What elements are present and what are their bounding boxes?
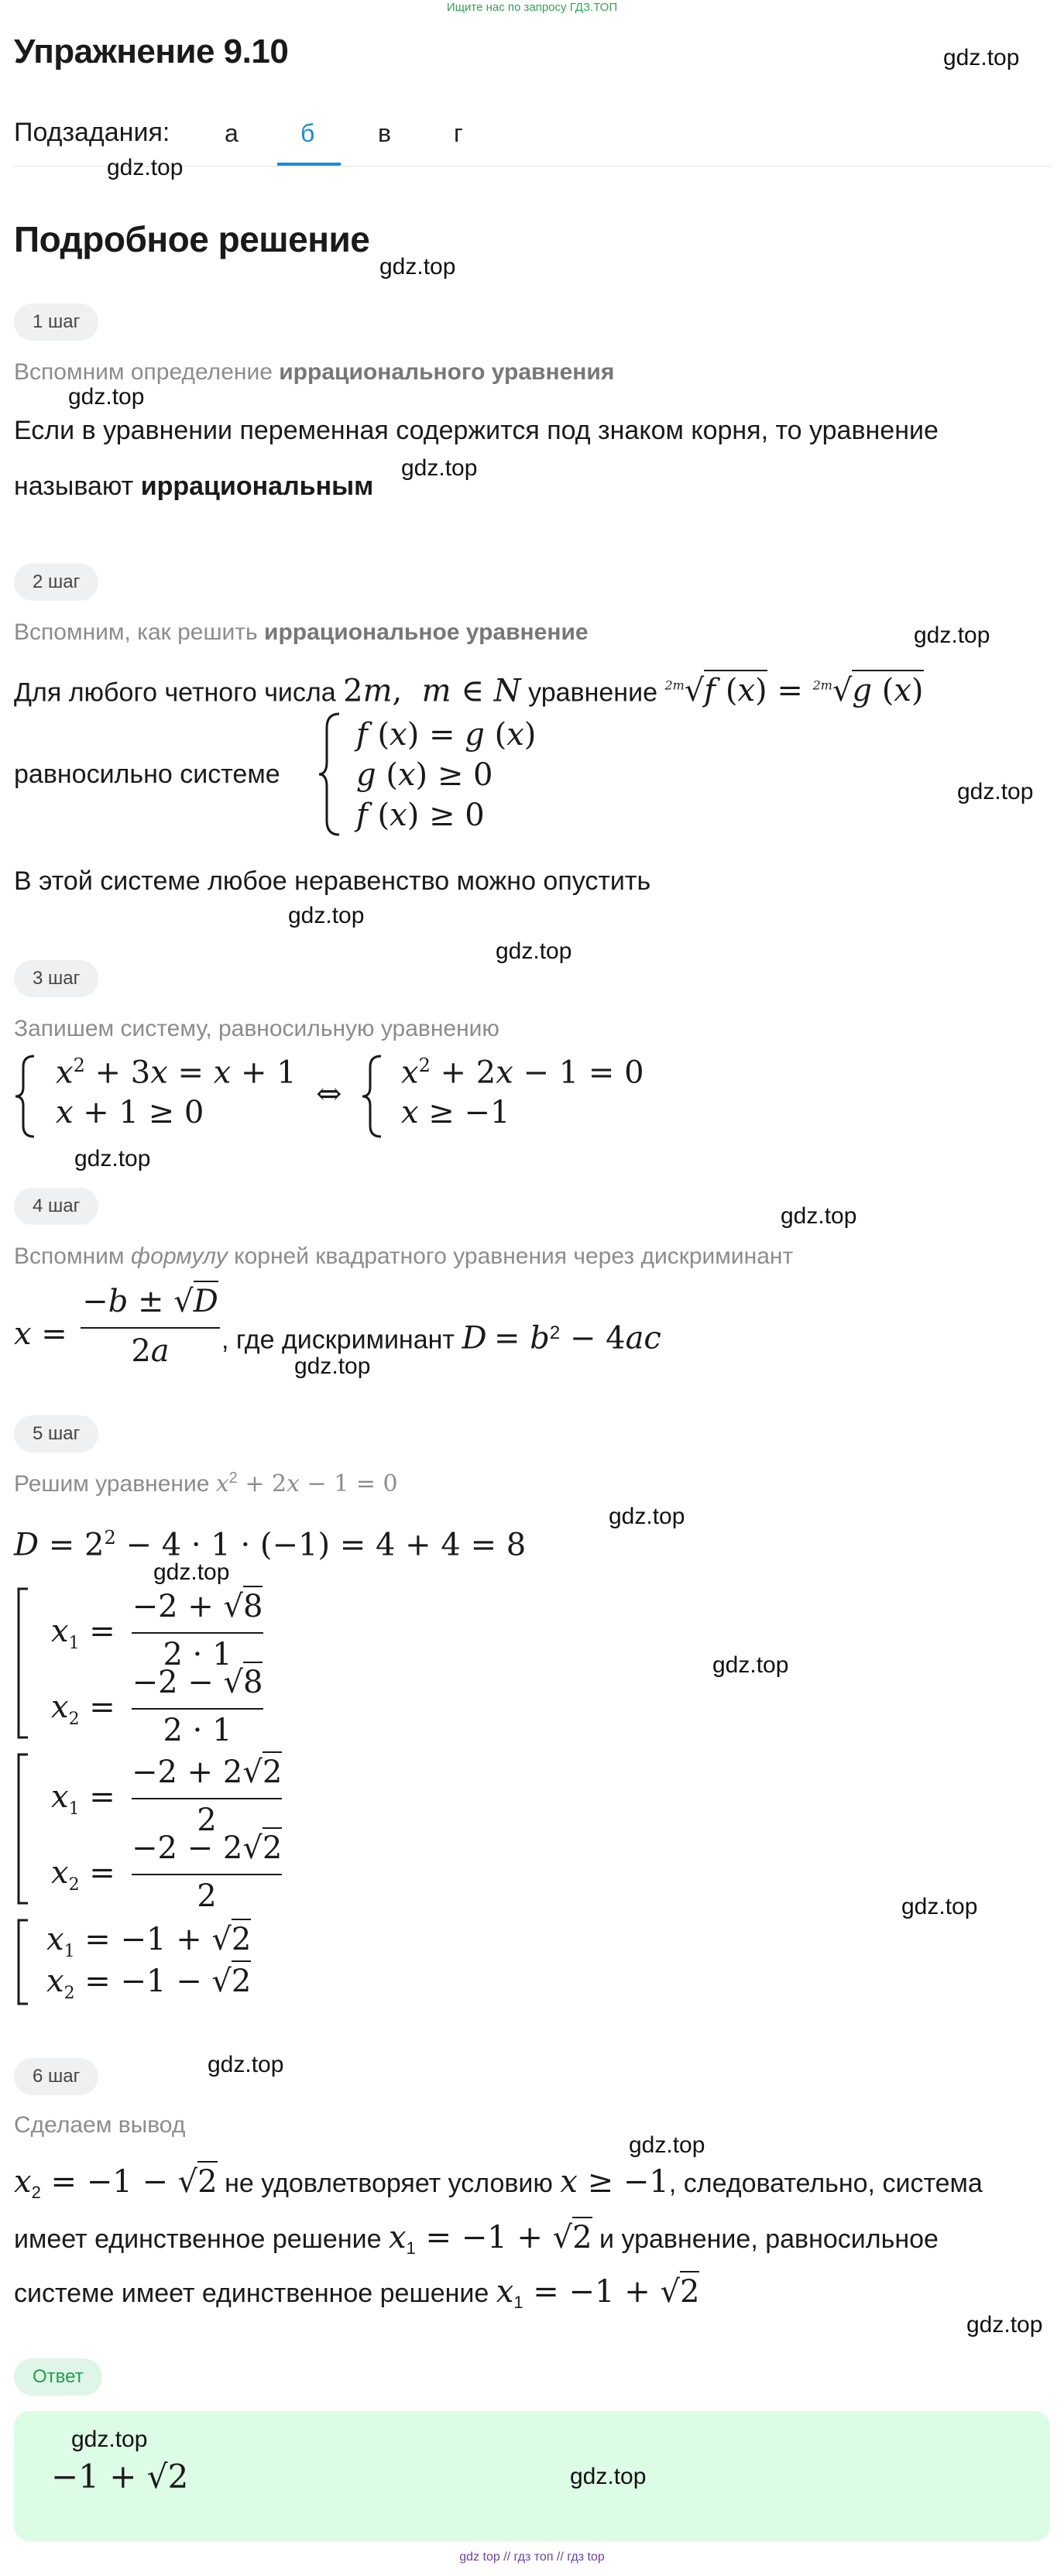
step-text: $x_2 = -1 - √2$ не удовлетворяет условию x ≥ −1, следовательно, система xyxy=(14,2166,983,2208)
page-title: Упражнение 9.10 xyxy=(14,33,289,70)
system-line: f (x) = g (x) xyxy=(356,717,537,753)
fraction-bar xyxy=(132,1874,282,1875)
fraction-bar xyxy=(132,1708,263,1710)
step-badge: 1 шаг xyxy=(14,304,98,341)
root-label: $x_2$ = xyxy=(51,1855,115,1895)
watermark: gdz.top xyxy=(208,2052,284,2077)
subtasks-label: Подзадания: xyxy=(14,118,170,147)
step-badge: 6 шаг xyxy=(14,2058,98,2095)
watermark: gdz.top xyxy=(288,903,365,928)
fraction-bar xyxy=(81,1327,220,1329)
system-line: x + 1 ≥ 0 xyxy=(56,1095,204,1130)
root-label: $x_1$ = xyxy=(51,1779,115,1819)
step-text: имеет единственное решение $x_1 = -1 + √2$ и уравнение, равносильное xyxy=(14,2222,939,2264)
root-numerator: −2 + 2√2 xyxy=(132,1754,282,1790)
root-denominator: 2 · 1 xyxy=(163,1713,232,1748)
system-line: f (x) ≥ 0 xyxy=(356,797,485,833)
system-line: $x^2 + 3x = x + 1$ xyxy=(56,1055,297,1091)
system-line: x ≥ −1 xyxy=(401,1095,510,1130)
root-denominator: 2 xyxy=(197,1878,217,1914)
tab-v[interactable]: в xyxy=(378,119,391,147)
formula-numerator: −b ± √D xyxy=(81,1284,220,1319)
watermark: gdz.top xyxy=(712,1652,789,1678)
step-badge: 2 шаг xyxy=(14,564,98,601)
step-hint: Сделаем вывод xyxy=(14,2112,186,2138)
step-badge: 3 шаг xyxy=(14,960,98,997)
tab-b[interactable]: б xyxy=(300,119,315,147)
root-label: $x_2$ = xyxy=(51,1689,115,1729)
root-denominator: 2 · 1 xyxy=(163,1637,232,1672)
system-brace xyxy=(12,1053,39,1140)
root-line: $x_2 = -1 - √2$ xyxy=(46,1964,251,2003)
watermark: gdz.top xyxy=(153,1559,230,1585)
watermark: gdz.top xyxy=(901,1894,978,1919)
watermark: gdz.top xyxy=(294,1353,371,1379)
step-badge: 4 шаг xyxy=(14,1188,98,1225)
watermark: gdz.top xyxy=(781,1203,857,1229)
system-line: g (x) ≥ 0 xyxy=(356,757,493,793)
step-hint: Вспомним определение иррационального уравнения xyxy=(14,359,615,385)
watermark: gdz.top xyxy=(496,938,572,964)
system-brace xyxy=(316,711,344,838)
step-text: В этой системе любое неравенство можно опустить xyxy=(14,866,651,896)
root-numerator: −2 − 2√2 xyxy=(132,1830,282,1866)
system-line: $x^2 + 2x - 1 = 0$ xyxy=(401,1055,644,1091)
fraction-bar xyxy=(132,1798,282,1799)
step-text: Если в уравнении переменная содержится под знаком корня, то уравнение xyxy=(14,416,939,445)
root-numerator: −2 + √8 xyxy=(132,1589,263,1624)
system-brace xyxy=(359,1053,386,1140)
discriminant-calc: $D = 2^2 - 4 \cdot 1 \cdot (-1) = 4 + 4 = 8$ xyxy=(14,1527,527,1563)
watermark: gdz.top xyxy=(71,2427,148,2452)
active-tab-underline xyxy=(277,163,341,166)
equivalence-arrow: ⇔ xyxy=(316,1076,342,1112)
root-line: $x_1 = -1 + √2$ xyxy=(46,1922,251,1961)
watermark: gdz.top xyxy=(943,45,1020,70)
root-denominator: 2 xyxy=(197,1803,217,1838)
step-text: называют иррациональным xyxy=(14,472,374,501)
step-text: равносильно системе xyxy=(14,760,280,789)
watermark: gdz.top xyxy=(957,779,1034,804)
watermark: gdz.top xyxy=(74,1146,151,1171)
watermark: gdz.top xyxy=(914,623,990,648)
watermark: gdz.top xyxy=(68,384,145,410)
solution-heading: Подробное решение xyxy=(14,219,370,259)
step-hint: Вспомним формулу корней квадратного уравнения через дискриминант xyxy=(14,1243,794,1269)
watermark: gdz.top xyxy=(107,155,184,180)
step-text: , где дискриминант $D = b^2 - 4ac$ xyxy=(221,1320,661,1357)
root-label: $x_1$ = xyxy=(51,1614,115,1653)
step-badge: 5 шаг xyxy=(14,1415,98,1453)
fraction-bar xyxy=(132,1632,263,1634)
step-hint: Вспомним, как решить иррациональное уравнение xyxy=(14,619,589,645)
set-bracket xyxy=(15,1587,31,1739)
step-hint: Запишем систему, равносильную уравнению xyxy=(14,1016,499,1041)
formula-x: x = xyxy=(14,1316,67,1352)
watermark: gdz.top xyxy=(609,1504,685,1529)
answer-value: −1 + √2 xyxy=(51,2458,189,2495)
formula-denominator: 2a xyxy=(131,1333,170,1369)
tab-g[interactable]: г xyxy=(454,119,463,147)
step-text: Для любого четного числа 2m, m ∈ N уравнение $^{2m}$√f (x) = $^{2m}$√g (x) xyxy=(14,671,924,708)
set-bracket xyxy=(15,1753,31,1905)
watermark: gdz.top xyxy=(966,2312,1043,2338)
watermark: gdz.top xyxy=(570,2464,647,2489)
answer-badge: Ответ xyxy=(14,2358,102,2396)
watermark: gdz.top xyxy=(629,2132,705,2158)
footer: gdz top // гдз топ // гдз top xyxy=(459,2550,605,2564)
set-bracket xyxy=(15,1919,31,2005)
watermark: gdz.top xyxy=(401,455,478,481)
top-note: Ищите нас по запросу ГДЗ.ТОП xyxy=(446,1,618,14)
step-hint: Решим уравнение $x^2 + 2x - 1 = 0$ xyxy=(14,1470,398,1497)
step-text: системе имеет единственное решение $x_1 = -1 + √2$ xyxy=(14,2276,699,2318)
root-numerator: −2 − √8 xyxy=(132,1665,263,1700)
tab-a[interactable]: а xyxy=(225,119,239,147)
watermark: gdz.top xyxy=(379,254,456,280)
